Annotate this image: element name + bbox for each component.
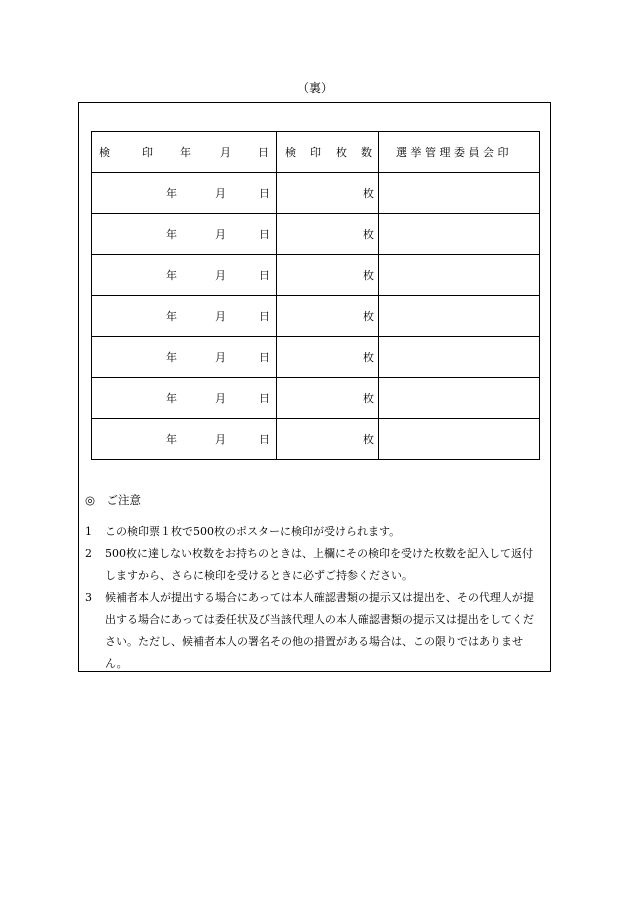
header-char: 枚 xyxy=(336,146,347,159)
table-row xyxy=(92,214,540,255)
month-label: 月 xyxy=(215,269,226,282)
seal-cell xyxy=(379,296,540,337)
list-item xyxy=(85,543,541,587)
seal-cell xyxy=(379,419,540,460)
table-row xyxy=(92,173,540,214)
note-text: 候補者本人が提出する場合にあっては本人確認書類の提示又は提出を、その代理人が提出する場合にあっては委任状及び当該代理人の本人確認書類の提示又は提出をしてください。ただし、候補者本人の署名その他の措置がある場合は、この限りではありません。 xyxy=(105,591,534,670)
note-number: 3 xyxy=(85,591,92,604)
day-label: 日 xyxy=(259,228,270,241)
year-label: 年 xyxy=(166,187,177,200)
unit-label: 枚 xyxy=(363,392,374,405)
header-stamp-count xyxy=(277,132,379,173)
unit-label: 枚 xyxy=(363,351,374,364)
table-row xyxy=(92,337,540,378)
day-label: 日 xyxy=(259,392,270,405)
header-char: 月 xyxy=(220,146,231,159)
seal-cell xyxy=(379,255,540,296)
notes-list xyxy=(85,521,541,675)
count-cell xyxy=(277,255,379,296)
date-cell xyxy=(92,337,277,378)
header-char: 検 xyxy=(99,146,110,159)
seal-cell xyxy=(379,337,540,378)
day-label: 日 xyxy=(259,310,270,323)
day-label: 日 xyxy=(259,433,270,446)
date-cell xyxy=(92,173,277,214)
note-text: この検印票１枚で500枚のポスターに検印が受けられます。 xyxy=(105,525,401,538)
header-char: 日 xyxy=(258,146,269,159)
note-number: 2 xyxy=(85,547,92,560)
date-cell xyxy=(92,419,277,460)
date-cell xyxy=(92,214,277,255)
date-cell xyxy=(92,296,277,337)
year-label: 年 xyxy=(166,433,177,446)
count-cell xyxy=(277,214,379,255)
month-label: 月 xyxy=(215,187,226,200)
table-row xyxy=(92,378,540,419)
notes-heading: ◎ ご注意 xyxy=(85,493,142,507)
table-header-row xyxy=(92,132,540,173)
year-label: 年 xyxy=(166,310,177,323)
unit-label: 枚 xyxy=(363,433,374,446)
seal-cell xyxy=(379,173,540,214)
stamp-record-table xyxy=(91,131,540,460)
year-label: 年 xyxy=(166,228,177,241)
note-number: 1 xyxy=(85,525,92,538)
count-cell xyxy=(277,173,379,214)
month-label: 月 xyxy=(215,310,226,323)
day-label: 日 xyxy=(259,351,270,364)
header-committee-seal xyxy=(379,132,540,173)
table-row xyxy=(92,296,540,337)
header-char: 年 xyxy=(180,146,191,159)
date-cell xyxy=(92,378,277,419)
unit-label: 枚 xyxy=(363,187,374,200)
header-stamp-date xyxy=(92,132,277,173)
note-text: 500枚に達しない枚数をお持ちのときは、上欄にその検印を受けた枚数を記入して返付しますから、さらに検印を受けるときに必ずご持参ください。 xyxy=(105,547,533,582)
month-label: 月 xyxy=(215,433,226,446)
month-label: 月 xyxy=(215,351,226,364)
count-cell xyxy=(277,296,379,337)
month-label: 月 xyxy=(215,392,226,405)
year-label: 年 xyxy=(166,392,177,405)
unit-label: 枚 xyxy=(363,310,374,323)
table-row xyxy=(92,419,540,460)
list-item xyxy=(85,521,541,543)
month-label: 月 xyxy=(215,228,226,241)
header-char: 印 xyxy=(310,146,321,159)
header-seal-text: 選 挙 管 理 委 員 会 印 xyxy=(396,146,509,159)
year-label: 年 xyxy=(166,351,177,364)
header-char: 数 xyxy=(361,146,372,159)
count-cell xyxy=(277,419,379,460)
unit-label: 枚 xyxy=(363,228,374,241)
day-label: 日 xyxy=(259,269,270,282)
page-side-label: （裏） xyxy=(296,81,333,95)
count-cell xyxy=(277,337,379,378)
day-label: 日 xyxy=(259,187,270,200)
unit-label: 枚 xyxy=(363,269,374,282)
count-cell xyxy=(277,378,379,419)
list-item xyxy=(85,587,541,675)
header-char: 印 xyxy=(142,146,153,159)
year-label: 年 xyxy=(166,269,177,282)
seal-cell xyxy=(379,378,540,419)
table-row xyxy=(92,255,540,296)
form-frame xyxy=(78,102,551,672)
header-char: 検 xyxy=(285,146,296,159)
date-cell xyxy=(92,255,277,296)
seal-cell xyxy=(379,214,540,255)
